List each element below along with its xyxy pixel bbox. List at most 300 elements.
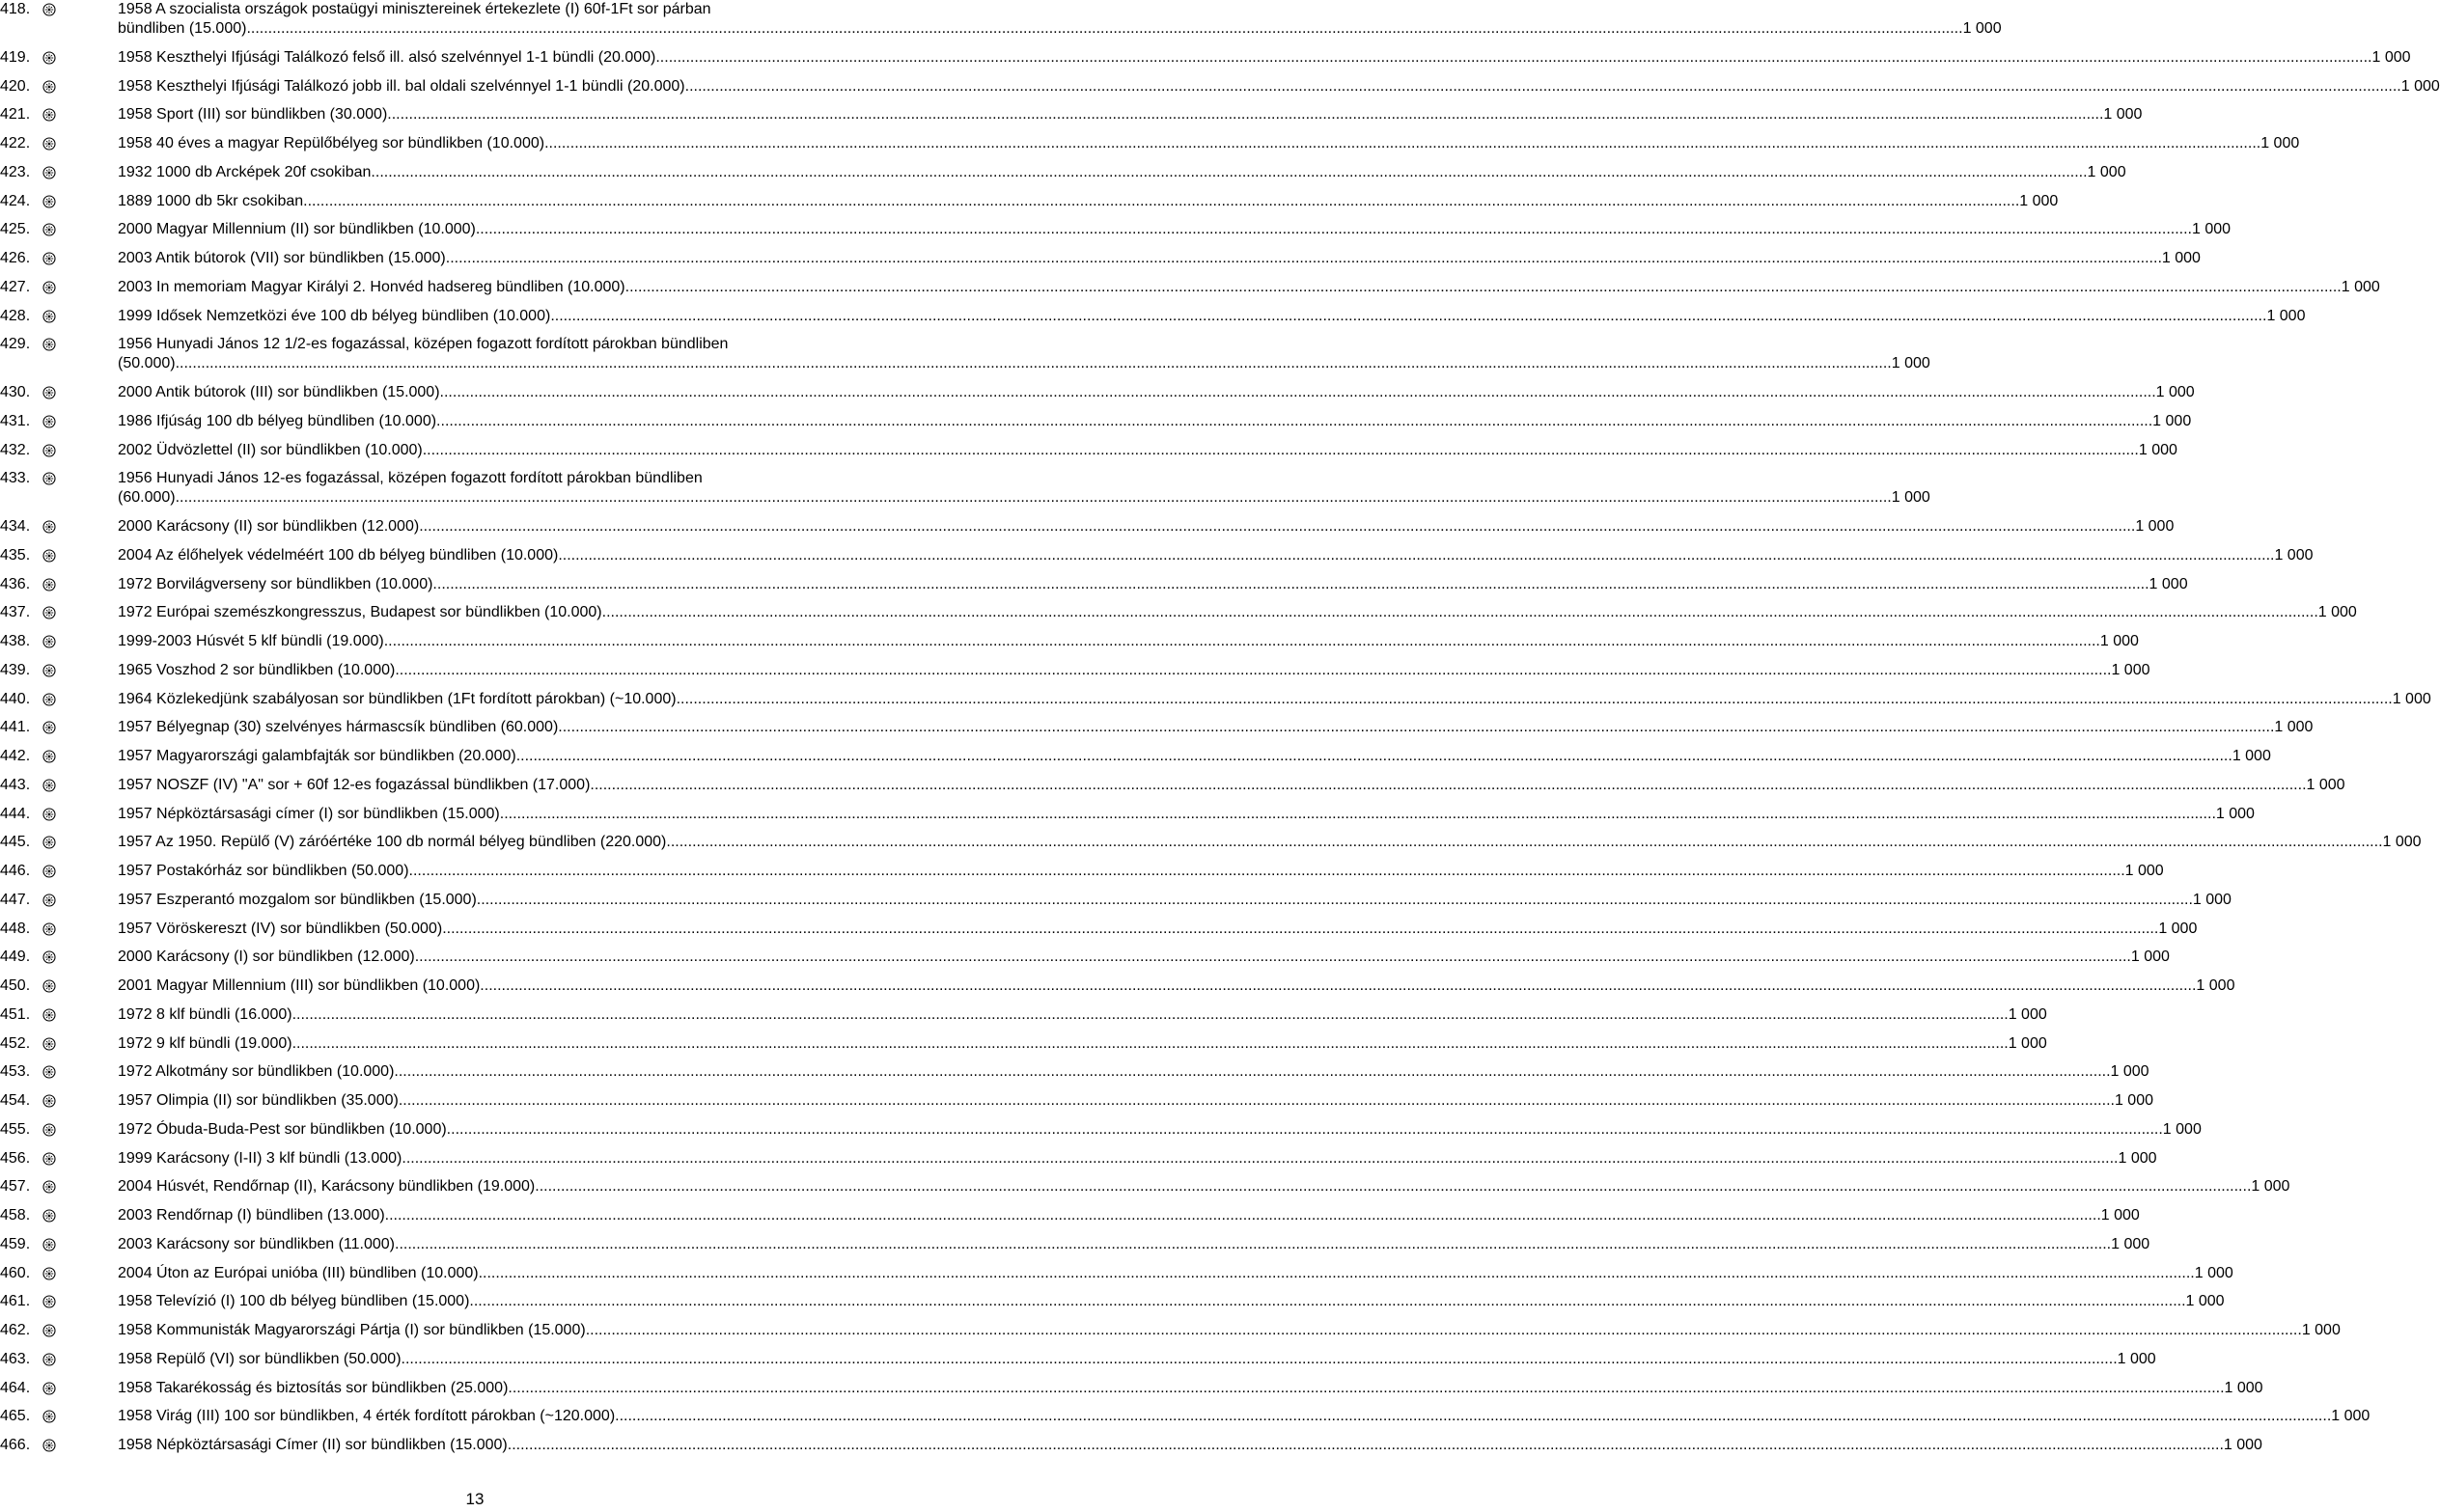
lot-number: 462. xyxy=(0,1322,31,1338)
description-text: 2001 Magyar Millennium (III) sor bündlikben (10.000) xyxy=(118,977,481,994)
lot-price: 1 000 xyxy=(2191,221,2232,238)
sun-circle-icon xyxy=(42,893,56,907)
description-line xyxy=(118,1062,2149,1082)
lot-price: 1 000 xyxy=(2341,278,2380,295)
description-line xyxy=(118,278,2380,297)
description-text: 1958 Repülő (VI) sor bündlikben (50.000) xyxy=(118,1350,402,1367)
dot-leader: ................................................................................................................................................................................................................................................................................................................................................................................................................ xyxy=(442,920,2159,937)
description-text: 1932 1000 db Arcképek 20f csokiban xyxy=(118,163,372,180)
sun-circle-icon xyxy=(42,1152,56,1166)
dot-leader: ................................................................................................................................................................................................................................................................................................................................................................................................................ xyxy=(508,1379,2225,1396)
description-line xyxy=(118,163,2126,182)
description-text: 1889 1000 db 5kr csokiban xyxy=(118,192,304,209)
dot-leader: ................................................................................................................................................................................................................................................................................................................................................................................................................ xyxy=(615,1408,2332,1425)
lot-description xyxy=(118,335,1930,373)
description-text: 1972 8 klf bündli (16.000) xyxy=(118,1005,292,1023)
description-line xyxy=(118,661,2150,680)
description-line xyxy=(118,575,2188,594)
lot-description xyxy=(118,632,2139,651)
dot-leader: ................................................................................................................................................................................................................................................................................................................................................................................................................ xyxy=(384,1207,2101,1223)
sun-circle-icon xyxy=(42,950,56,964)
description-line xyxy=(118,354,1930,373)
lot-price: 1 000 xyxy=(2138,441,2177,458)
lot-number: 463. xyxy=(0,1350,31,1367)
description-text: 2004 Az élőhelyek védelméért 100 db bélyeg bündliben (10.000) xyxy=(118,546,559,564)
description-text: 1972 Óbuda-Buda-Pest sor bündlikben (10.000) xyxy=(118,1120,447,1138)
sun-circle-icon xyxy=(42,664,56,677)
lot-description xyxy=(118,1292,2225,1311)
lot-price: 1 000 xyxy=(2223,1437,2262,1453)
lot-price: 1 000 xyxy=(2162,1120,2202,1138)
lot-number: 432. xyxy=(0,441,31,458)
description-text: 2003 In memoriam Magyar Királyi 2. Honvéd hadsereg bündliben (10.000) xyxy=(118,278,625,295)
description-text: 1957 NOSZF (IV) "A" sor + 60f 12-es fogazással bündlikben (17.000) xyxy=(118,776,591,793)
sun-circle-icon xyxy=(42,1267,56,1280)
description-text: 1957 Bélyegnap (30) szelvényes hármascsík bündliben (60.000) xyxy=(118,719,559,736)
dot-leader: ................................................................................................................................................................................................................................................................................................................................................................................................................ xyxy=(666,834,2383,851)
dot-leader: ................................................................................................................................................................................................................................................................................................................................................................................................................ xyxy=(507,1437,2224,1453)
lot-price: 1 000 xyxy=(1891,489,1930,507)
description-line xyxy=(118,1407,2371,1426)
sun-circle-icon xyxy=(42,578,56,591)
description-text: 2003 Antik bútorok (VII) sor bündlikben (15.000) xyxy=(118,250,446,266)
dot-leader: ................................................................................................................................................................................................................................................................................................................................................................................................................ xyxy=(601,604,2318,621)
description-text: 1958 A szocialista országok postaügyi minisztereinek értekezlete (I) 60f-1Ft sor párban xyxy=(118,1,711,17)
lot-price: 1 000 xyxy=(2155,384,2195,400)
lot-description xyxy=(118,517,2175,536)
dot-leader: ................................................................................................................................................................................................................................................................................................................................................................................................................ xyxy=(398,1092,2115,1109)
lot-number: 451. xyxy=(0,1005,31,1023)
sun-circle-icon xyxy=(42,1037,56,1051)
description-text: 1999-2003 Húsvét 5 klf bündli (19.000) xyxy=(118,633,384,649)
lot-description xyxy=(118,1407,2371,1426)
lot-price: 1 000 xyxy=(2301,1322,2341,1338)
dot-leader: ................................................................................................................................................................................................................................................................................................................................................................................................................ xyxy=(175,489,1892,507)
lot-number: 441. xyxy=(0,719,31,736)
description-text: 2003 Rendőrnap (I) bündliben (13.000) xyxy=(118,1207,385,1223)
description-line xyxy=(118,335,927,354)
description-line xyxy=(118,1436,2262,1455)
dot-leader: ................................................................................................................................................................................................................................................................................................................................................................................................................ xyxy=(515,748,2232,764)
lot-description xyxy=(118,690,2431,709)
lot-number: 459. xyxy=(0,1235,31,1252)
sun-circle-icon xyxy=(42,1209,56,1223)
description-text: 2004 Húsvét, Rendőrnap (II), Karácsony bündlikben (19.000) xyxy=(118,1178,536,1196)
lot-description xyxy=(118,661,2150,680)
sun-circle-icon xyxy=(42,1410,56,1423)
lot-description xyxy=(118,1264,2233,1283)
lot-description xyxy=(118,77,2440,96)
lot-price: 1 000 xyxy=(2152,412,2192,429)
sun-circle-icon xyxy=(42,80,56,94)
lot-price: 1 000 xyxy=(2158,920,2198,937)
lot-description xyxy=(118,1379,2263,1398)
lot-description xyxy=(118,441,2177,460)
sun-circle-icon xyxy=(42,137,56,151)
lot-description xyxy=(118,1062,2149,1082)
description-line xyxy=(118,1120,2202,1140)
lot-price: 1 000 xyxy=(2103,106,2143,124)
dot-leader: ................................................................................................................................................................................................................................................................................................................................................................................................................ xyxy=(414,948,2131,966)
description-line xyxy=(118,192,2059,211)
dot-leader: ................................................................................................................................................................................................................................................................................................................................................................................................................ xyxy=(590,776,2307,793)
dot-leader: ................................................................................................................................................................................................................................................................................................................................................................................................................ xyxy=(684,77,2401,95)
sun-circle-icon xyxy=(42,549,56,563)
dot-leader: ................................................................................................................................................................................................................................................................................................................................................................................................................ xyxy=(371,163,2088,180)
description-line xyxy=(118,1264,2233,1283)
lot-price: 1 000 xyxy=(2130,948,2170,966)
lot-description xyxy=(118,163,2126,182)
lot-description xyxy=(118,575,2188,594)
description-text: 1972 9 klf bündli (19.000) xyxy=(118,1034,292,1052)
lot-price: 1 000 xyxy=(1891,355,1930,372)
dot-leader: ................................................................................................................................................................................................................................................................................................................................................................................................................ xyxy=(303,192,2020,209)
dot-leader: ................................................................................................................................................................................................................................................................................................................................................................................................................ xyxy=(432,575,2149,592)
description-line xyxy=(118,19,2002,39)
lot-number: 446. xyxy=(0,863,31,879)
lot-price: 1 000 xyxy=(2371,48,2411,66)
lot-description xyxy=(118,1034,2047,1054)
description-text: 1958 Takarékosság és biztosítás sor bündlikben (25.000) xyxy=(118,1379,509,1396)
lot-number: 442. xyxy=(0,748,31,764)
sun-circle-icon xyxy=(42,1094,56,1108)
lot-number: 423. xyxy=(0,163,31,180)
lot-number: 461. xyxy=(0,1293,31,1310)
lot-description xyxy=(118,48,2411,68)
description-line xyxy=(118,0,927,19)
sun-circle-icon xyxy=(42,979,56,993)
lot-description xyxy=(118,1005,2047,1025)
description-text: 1999 Karácsony (I-II) 3 klf bündli (13.000) xyxy=(118,1149,402,1167)
lot-price: 1 000 xyxy=(2266,307,2306,324)
lot-price: 1 000 xyxy=(2306,776,2345,793)
sun-circle-icon xyxy=(42,195,56,208)
sun-circle-icon xyxy=(42,922,56,936)
description-text: 1986 Ifjúság 100 db bélyeg bündliben (10.000) xyxy=(118,412,437,429)
lot-description xyxy=(118,920,2198,939)
lot-description xyxy=(118,1235,2150,1254)
lot-description xyxy=(118,862,2164,881)
description-line xyxy=(118,220,2232,239)
description-text: 1957 Postakórház sor bündlikben (50.000) xyxy=(118,863,409,879)
lot-number: 455. xyxy=(0,1120,31,1138)
lot-number: 460. xyxy=(0,1264,31,1281)
dot-leader: ................................................................................................................................................................................................................................................................................................................................................................................................................ xyxy=(402,1149,2119,1167)
lot-number: 457. xyxy=(0,1178,31,1196)
lot-price: 1 000 xyxy=(2382,834,2422,851)
lot-number: 439. xyxy=(0,661,31,678)
lot-price: 1 000 xyxy=(2117,1350,2156,1367)
sun-circle-icon xyxy=(42,415,56,428)
sun-circle-icon xyxy=(42,1324,56,1337)
lot-description xyxy=(118,776,2345,795)
lot-number: 418. xyxy=(0,1,31,17)
lot-description xyxy=(118,948,2170,967)
lot-number: 422. xyxy=(0,135,31,151)
dot-leader: ................................................................................................................................................................................................................................................................................................................................................................................................................ xyxy=(246,20,1963,37)
description-text: 1957 Olimpia (II) sor bündlikben (35.000) xyxy=(118,1092,399,1109)
lot-number: 436. xyxy=(0,575,31,592)
dot-leader: ................................................................................................................................................................................................................................................................................................................................................................................................................ xyxy=(478,1264,2195,1281)
lot-price: 1 000 xyxy=(2161,250,2201,266)
sun-circle-icon xyxy=(42,281,56,294)
description-line xyxy=(118,976,2235,996)
description-text: 1958 Televízió (I) 100 db bélyeg bündliben (15.000) xyxy=(118,1293,470,1310)
description-line xyxy=(118,48,2411,68)
lot-description xyxy=(118,1350,2156,1369)
lot-number: 465. xyxy=(0,1408,31,1425)
description-line xyxy=(118,862,2164,881)
lot-description xyxy=(118,603,2357,622)
lot-number: 453. xyxy=(0,1063,31,1081)
description-line xyxy=(118,1379,2263,1398)
dot-leader: ................................................................................................................................................................................................................................................................................................................................................................................................................ xyxy=(401,1350,2118,1367)
dot-leader: ................................................................................................................................................................................................................................................................................................................................................................................................................ xyxy=(480,977,2197,994)
lot-description xyxy=(118,546,2314,565)
description-line xyxy=(118,134,2300,153)
sun-circle-icon xyxy=(42,750,56,763)
description-line xyxy=(118,632,2139,651)
description-line xyxy=(118,747,2271,766)
lot-price: 1 000 xyxy=(2192,891,2232,908)
sun-circle-icon xyxy=(42,252,56,265)
lot-number: 428. xyxy=(0,307,31,324)
description-line xyxy=(118,1177,2290,1196)
dot-leader: ................................................................................................................................................................................................................................................................................................................................................................................................................ xyxy=(550,307,2267,324)
dot-leader: ................................................................................................................................................................................................................................................................................................................................................................................................................ xyxy=(387,106,2104,124)
dot-leader: ................................................................................................................................................................................................................................................................................................................................................................................................................ xyxy=(475,221,2192,238)
sun-circle-icon xyxy=(42,386,56,399)
lot-description xyxy=(118,1177,2290,1196)
description-text: 1972 Európai szemészkongresszus, Budapest sor bündlikben (10.000) xyxy=(118,604,602,621)
description-line xyxy=(118,948,2170,967)
description-line xyxy=(118,1034,2047,1054)
description-text: 1964 Közlekedjünk szabályosan sor bündlikben (1Ft fordított párokban) (~10.000) xyxy=(118,690,677,707)
lot-number: 437. xyxy=(0,604,31,621)
lot-price: 1 000 xyxy=(2111,661,2150,678)
lot-price: 1 000 xyxy=(2008,1005,2047,1023)
lot-number: 466. xyxy=(0,1437,31,1453)
dot-leader: ................................................................................................................................................................................................................................................................................................................................................................................................................ xyxy=(499,805,2216,822)
description-line xyxy=(118,603,2357,622)
description-text: 2000 Karácsony (I) sor bündlikben (12.000) xyxy=(118,948,415,966)
description-text: 1956 Hunyadi János 12 1/2-es fogazással, középen fogazott fordított párokban bündliben xyxy=(118,336,729,353)
description-text: 1958 Népköztársasági Címer (II) sor bündlikben (15.000) xyxy=(118,1437,508,1453)
description-text: 2000 Antik bútorok (III) sor bündlikben (15.000) xyxy=(118,384,440,400)
sun-circle-icon xyxy=(42,520,56,534)
sun-circle-icon xyxy=(42,1353,56,1366)
lot-description xyxy=(118,249,2201,268)
lot-number: 424. xyxy=(0,192,31,209)
dot-leader: ................................................................................................................................................................................................................................................................................................................................................................................................................ xyxy=(624,278,2342,295)
lot-description xyxy=(118,192,2059,211)
description-line xyxy=(118,1091,2153,1111)
description-line xyxy=(118,1235,2150,1254)
dot-leader: ................................................................................................................................................................................................................................................................................................................................................................................................................ xyxy=(585,1322,2302,1338)
description-line xyxy=(118,441,2177,460)
description-line xyxy=(118,1292,2225,1311)
dot-leader: ................................................................................................................................................................................................................................................................................................................................................................................................................ xyxy=(655,48,2372,66)
lot-number: 419. xyxy=(0,48,31,66)
description-line xyxy=(118,383,2195,402)
lot-number: 427. xyxy=(0,278,31,295)
description-line xyxy=(118,546,2314,565)
lot-number: 434. xyxy=(0,518,31,535)
sun-circle-icon xyxy=(42,1180,56,1194)
sun-circle-icon xyxy=(42,338,56,351)
lot-number: 425. xyxy=(0,221,31,238)
dot-leader: ................................................................................................................................................................................................................................................................................................................................................................................................................ xyxy=(446,1120,2163,1138)
description-line xyxy=(118,805,2255,824)
lot-price: 1 000 xyxy=(2194,1264,2233,1281)
dot-leader: ................................................................................................................................................................................................................................................................................................................................................................................................................ xyxy=(558,546,2275,564)
lot-price: 1 000 xyxy=(2100,1207,2140,1223)
description-line xyxy=(118,307,2306,326)
lot-description xyxy=(118,833,2422,852)
lot-description xyxy=(118,805,2255,824)
description-text: 1957 Magyarországi galambfajták sor bündlikben (20.000) xyxy=(118,748,516,764)
sun-circle-icon xyxy=(42,836,56,849)
lot-description xyxy=(118,747,2271,766)
description-text: 1999 Idősek Nemzetközi éve 100 db bélyeg bündliben (10.000) xyxy=(118,307,551,324)
lot-number: 431. xyxy=(0,412,31,429)
lot-number: 440. xyxy=(0,690,31,707)
lot-description xyxy=(118,976,2235,996)
sun-circle-icon xyxy=(42,223,56,236)
lot-number: 443. xyxy=(0,776,31,793)
lot-number: 454. xyxy=(0,1092,31,1109)
sun-circle-icon xyxy=(42,1123,56,1137)
lot-description xyxy=(118,718,2314,737)
description-text: 1957 Az 1950. Repülő (V) záróértéke 100 db normál bélyeg bündliben (220.000) xyxy=(118,834,667,851)
lot-number: 444. xyxy=(0,805,31,822)
sun-circle-icon xyxy=(42,1295,56,1308)
sun-circle-icon xyxy=(42,865,56,878)
description-text: 1972 Borvilágverseny sor bündlikben (10.000) xyxy=(118,575,433,592)
description-line xyxy=(118,776,2345,795)
description-text: 1958 Sport (III) sor bündlikben (30.000) xyxy=(118,106,388,124)
lot-price: 1 000 xyxy=(2331,1408,2371,1425)
description-line xyxy=(118,833,2422,852)
sun-circle-icon xyxy=(42,721,56,734)
lot-price: 1 000 xyxy=(2114,1092,2153,1109)
dot-leader: ................................................................................................................................................................................................................................................................................................................................................................................................................ xyxy=(395,1235,2112,1252)
description-line xyxy=(118,1321,2341,1340)
lot-description xyxy=(118,1120,2202,1140)
lot-number: 456. xyxy=(0,1149,31,1167)
lot-price: 1 000 xyxy=(2118,1149,2157,1167)
lot-number: 426. xyxy=(0,250,31,266)
lot-price: 1 000 xyxy=(2008,1034,2047,1052)
sun-circle-icon xyxy=(42,3,56,16)
lot-description xyxy=(118,307,2306,326)
lot-description xyxy=(118,220,2232,239)
lot-price: 1 000 xyxy=(2124,863,2164,879)
lot-description xyxy=(118,469,1930,508)
sun-circle-icon xyxy=(42,310,56,323)
description-line xyxy=(118,249,2201,268)
description-line xyxy=(118,891,2232,910)
description-line xyxy=(118,105,2143,124)
dot-leader: ................................................................................................................................................................................................................................................................................................................................................................................................................ xyxy=(676,690,2393,707)
lot-price: 1 000 xyxy=(2317,604,2357,621)
lot-price: 1 000 xyxy=(2251,1178,2290,1196)
lot-number: 452. xyxy=(0,1034,31,1052)
dot-leader: ................................................................................................................................................................................................................................................................................................................................................................................................................ xyxy=(394,1063,2111,1081)
description-text: 1958 Keszthelyi Ifjúsági Találkozó felső ill. alsó szelvénnyel 1-1 bündli (20.000) xyxy=(118,48,656,66)
lot-number: 449. xyxy=(0,948,31,966)
lot-description xyxy=(118,278,2380,297)
lot-number: 420. xyxy=(0,77,31,95)
lot-price: 1 000 xyxy=(2232,748,2271,764)
page-number: 13 xyxy=(465,1490,485,1508)
dot-leader: ................................................................................................................................................................................................................................................................................................................................................................................................................ xyxy=(439,384,2156,400)
dot-leader: ................................................................................................................................................................................................................................................................................................................................................................................................................ xyxy=(175,355,1892,372)
dot-leader: ................................................................................................................................................................................................................................................................................................................................................................................................................ xyxy=(469,1293,2186,1310)
lot-price: 1 000 xyxy=(2087,163,2126,180)
lot-price: 1 000 xyxy=(2196,977,2235,994)
lot-price: 1 000 xyxy=(2111,1235,2150,1252)
description-text: 1965 Voszhod 2 sor bündlikben (10.000) xyxy=(118,661,396,678)
description-line xyxy=(118,1149,2157,1168)
lot-description xyxy=(118,0,2002,39)
lot-number: 448. xyxy=(0,920,31,937)
description-text: 1956 Hunyadi János 12-es fogazással, középen fogazott fordított párokban bündliben xyxy=(118,470,703,487)
lot-description xyxy=(118,383,2195,402)
lot-price: 1 000 xyxy=(2099,633,2139,649)
sun-circle-icon xyxy=(42,1238,56,1251)
lot-description xyxy=(118,1321,2341,1340)
description-text: 1957 Vöröskereszt (IV) sor bündlikben (50.000) xyxy=(118,920,443,937)
description-line xyxy=(118,1005,2047,1025)
sun-circle-icon xyxy=(42,606,56,619)
lot-description xyxy=(118,1091,2153,1111)
lot-number: 433. xyxy=(0,470,31,487)
description-line xyxy=(118,920,2198,939)
description-line xyxy=(118,412,2192,431)
lot-number: 445. xyxy=(0,834,31,851)
dot-leader: ................................................................................................................................................................................................................................................................................................................................................................................................................ xyxy=(445,250,2162,266)
dot-leader: ................................................................................................................................................................................................................................................................................................................................................................................................................ xyxy=(476,891,2193,908)
lot-description xyxy=(118,1149,2157,1168)
lot-number: 438. xyxy=(0,633,31,649)
description-text: 1972 Alkotmány sor bündlikben (10.000) xyxy=(118,1063,395,1081)
dot-leader: ................................................................................................................................................................................................................................................................................................................................................................................................................ xyxy=(395,661,2112,678)
dot-leader: ................................................................................................................................................................................................................................................................................................................................................................................................................ xyxy=(558,719,2275,736)
lot-price: 1 000 xyxy=(2400,77,2440,95)
lot-price: 1 000 xyxy=(2215,805,2255,822)
description-line xyxy=(118,690,2431,709)
lot-number: 430. xyxy=(0,384,31,400)
sun-circle-icon xyxy=(42,1008,56,1022)
lot-price: 1 000 xyxy=(2110,1063,2149,1081)
sun-circle-icon xyxy=(42,1065,56,1079)
lot-price: 1 000 xyxy=(2149,575,2188,592)
description-text: 1957 Népköztársasági címer (I) sor bündlikben (15.000) xyxy=(118,805,500,822)
dot-leader: ................................................................................................................................................................................................................................................................................................................................................................................................................ xyxy=(422,441,2139,458)
lot-description xyxy=(118,1436,2262,1455)
sun-circle-icon xyxy=(42,808,56,821)
sun-circle-icon xyxy=(42,635,56,648)
lot-price: 1 000 xyxy=(2274,719,2314,736)
description-text: 2000 Magyar Millennium (II) sor bündlikben (10.000) xyxy=(118,221,476,238)
lot-description xyxy=(118,891,2232,910)
lot-description xyxy=(118,1206,2140,1225)
description-line xyxy=(118,488,1930,508)
description-line xyxy=(118,469,927,488)
lot-number: 450. xyxy=(0,977,31,994)
description-text: 1957 Eszperantó mozgalom sor bündlikben (15.000) xyxy=(118,891,477,908)
